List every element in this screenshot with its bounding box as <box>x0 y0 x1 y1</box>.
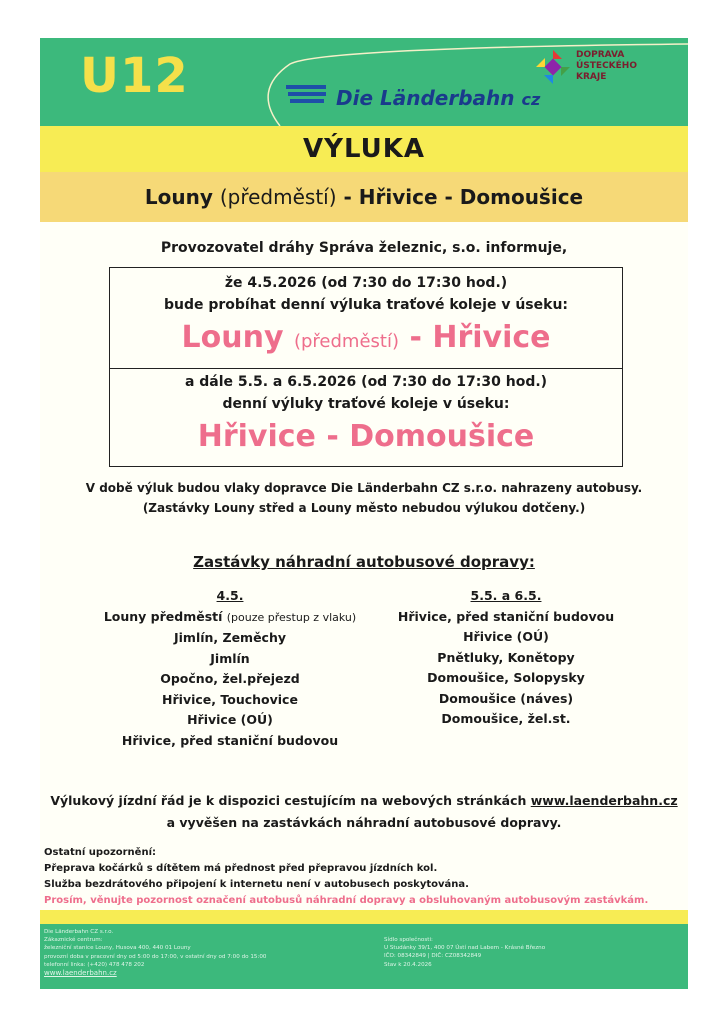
operator-logo-text <box>336 86 540 110</box>
route-number: U12 <box>80 48 189 104</box>
notices <box>44 845 648 909</box>
route-subtitle: Louny (předměstí) - Hřivice - Domoušice <box>144 185 584 209</box>
list-item: Pnětluky, Konětopy <box>437 649 575 665</box>
day2-description: denní výluky traťové koleje v úseku: <box>222 396 510 412</box>
stops-list-day1 <box>90 586 370 751</box>
closure-box-day2 <box>109 368 623 467</box>
notice-warning: Prosím, věnujte pozornost označení autobusů náhradní dopravy a obsluhovaným autobusovým zastávkám. <box>44 895 649 906</box>
website-link[interactable]: www.laenderbahn.cz <box>530 793 678 808</box>
list-item: Jimlín <box>210 650 250 666</box>
list-item: Hřivice, Touchovice <box>162 691 298 707</box>
list-item: Hřivice, před staniční budovou <box>121 732 339 748</box>
day2-section: Hřivice - Domoušice <box>197 419 535 454</box>
footer-website-link[interactable]: www.laenderbahn.cz <box>44 969 117 978</box>
list-item: Domoušice (náves) <box>438 690 574 706</box>
notice-item: Přeprava kočárků s dítětem má přednost před přepravou jízdních kol. <box>44 863 438 874</box>
notice-sheet <box>40 38 688 989</box>
list-item: Louny předměstí (pouze přestup z vlaku) <box>103 608 357 624</box>
stops-list-day2 <box>366 586 646 730</box>
stops-day2-heading: 5.5. a 6.5. <box>470 588 542 603</box>
provider-text: Provozovatel dráhy Správa železnic, s.o. informuje, <box>160 240 568 256</box>
footer-company: Sídlo společnosti: U Studánky 39/1, 400 07 Ústí nad Labem - Krásné Březno IČO: 08342849 | DIČ: CZ08342849 Stav k 20.4.2026 <box>384 937 546 968</box>
subtitle-band <box>40 172 688 222</box>
list-item: Hřivice (OÚ) <box>187 712 273 727</box>
operator-suffix: cz <box>521 90 541 109</box>
list-item: Domoušice, Solopysky <box>427 670 585 685</box>
notice-item: Služba bezdrátového připojení k internetu není v autobusech poskytována. <box>44 879 469 890</box>
stops-day1-heading: 4.5. <box>216 588 244 603</box>
notices-heading: Ostatní upozornění: <box>44 847 157 858</box>
list-item: Jimlín, Zeměchy <box>173 630 287 645</box>
footer-contact: Die Länderbahn CZ s.r.o. Zákaznické centrum: železniční stanice Louny, Husova 400, 440 01 Louny provozní doba v pracovní dny od 5:00 do 17:00, v ostatní dny od 7:00 do 15:00 telefonní linka: (+420) 478 478 202 www.laenderbahn.cz <box>44 929 267 978</box>
day1-description: bude probíhat denní výluka traťové koleje v úseku: <box>163 297 569 313</box>
header-band <box>40 38 688 126</box>
closure-box-day1 <box>109 267 623 369</box>
footer-strip <box>40 910 688 924</box>
region-logo-icon <box>534 48 572 86</box>
timetable-info-2: a vyvěšen na zastávkách náhradní autobusové dopravy. <box>166 815 562 830</box>
laenderbahn-logo-icon <box>284 82 332 108</box>
footer <box>40 924 688 989</box>
region-logo-text: DOPRAVA ÚSTECKÉHO KRAJE <box>576 50 637 82</box>
stops-title: Zastávky náhradní autobusové dopravy: <box>193 553 535 571</box>
day2-date: a dále 5.5. a 6.5.2026 (od 7:30 do 17:30 hod.) <box>184 374 548 390</box>
list-item: Hřivice, před staniční budovou <box>397 608 615 624</box>
day1-section: Louny (předměstí) - Hřivice <box>181 320 551 355</box>
title-band <box>40 126 688 172</box>
list-item: Domoušice, žel.st. <box>441 711 571 726</box>
list-item: Opočno, žel.přejezd <box>160 671 300 686</box>
operator-name: Die Länderbahn <box>336 86 515 110</box>
list-item: Hřivice (OÚ) <box>463 629 549 644</box>
unaffected-stops-info: (Zastávky Louny střed a Louny město nebudou výlukou dotčeny.) <box>142 501 586 515</box>
replacement-info: V době výluk budou vlaky dopravce Die Länderbahn CZ s.r.o. nahrazeny autobusy. <box>85 481 643 495</box>
timetable-info: Výlukový jízdní řád je k dispozici cestujícím na webových stránkách www.laenderbahn.cz <box>50 793 678 808</box>
page-title: VÝLUKA <box>303 134 425 164</box>
day1-date: že 4.5.2026 (od 7:30 do 17:30 hod.) <box>224 275 508 291</box>
